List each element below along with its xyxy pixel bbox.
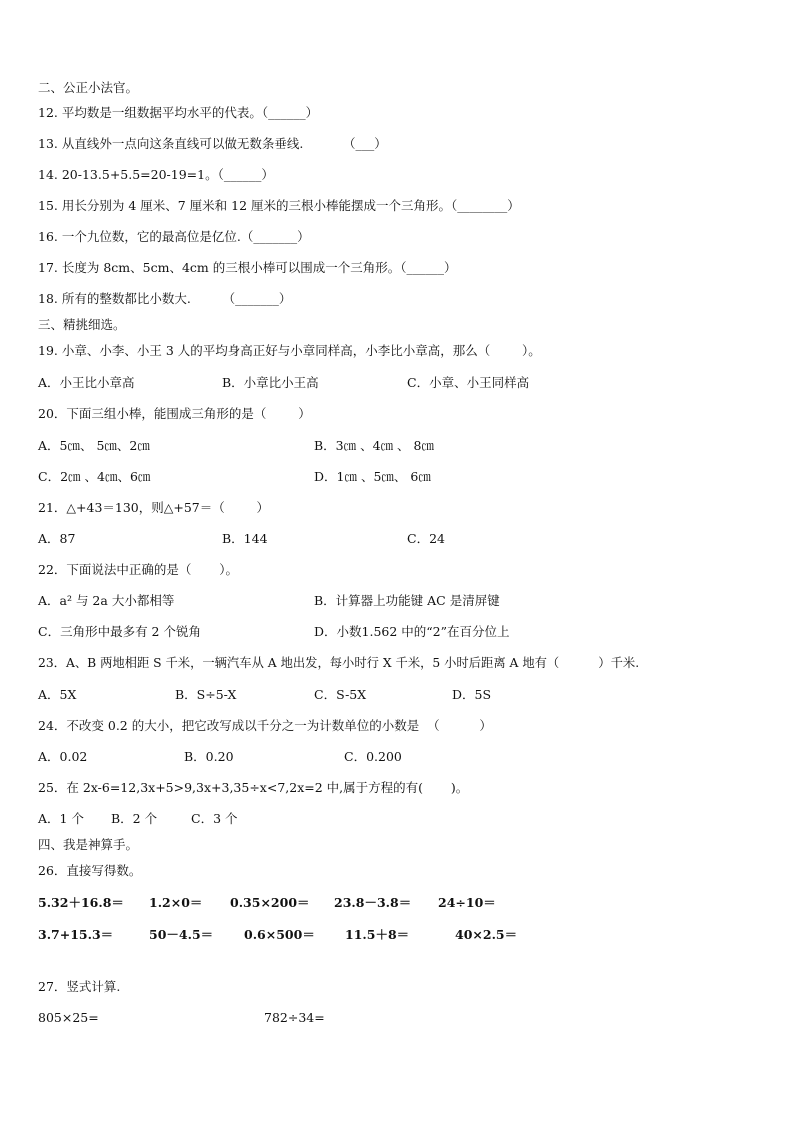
judge-question-13: 13. 从直线外一点向这条直线可以做无数条垂线. （___） [38, 136, 387, 151]
judge-question-12: 12. 平均数是一组数据平均水平的代表。（______） [38, 105, 319, 120]
calc-item: 5.32＋16.8＝ [38, 895, 124, 910]
option-a: A．a² 与 2a 大小都相等 [38, 593, 175, 608]
option-a: A．5㎝、 5㎝、2㎝ [38, 438, 150, 453]
option-a: A．0.02 [38, 749, 88, 764]
option-a: A．小王比小章高 [38, 375, 135, 390]
question-27-stem: 27．竖式计算. [38, 979, 121, 994]
option-b: B．小章比小王高 [222, 375, 319, 390]
option-b: B．2 个 [111, 811, 158, 826]
option-c: C．24 [407, 531, 445, 546]
option-a: A．5X [38, 687, 77, 702]
option-c: C．S-5X [314, 687, 367, 702]
vertical-calc-item: 805×25= [38, 1010, 99, 1025]
question-22-stem: 22．下面说法中正确的是（ ）。 [38, 562, 238, 577]
calc-item: 40×2.5＝ [455, 927, 518, 942]
option-d: D．5S [452, 687, 492, 702]
calc-item: 24÷10＝ [438, 895, 496, 910]
question-23-stem: 23．A、B 两地相距 S 千米，一辆汽车从 A 地出发，每小时行 X 千米，5 小时后距离 A 地有（ ）千米. [38, 656, 640, 670]
option-d: D．小数1.562 中的“2”在百分位上 [314, 624, 510, 639]
option-b: B．计算器上功能键 AC 是清屏键 [314, 593, 500, 608]
option-c: C．0.200 [344, 749, 402, 764]
calc-item: 1.2×0＝ [149, 895, 203, 910]
calc-item: 50－4.5＝ [149, 927, 214, 942]
option-c: C．3 个 [191, 811, 238, 826]
section-heading: 二、公正小法官。 [38, 80, 139, 95]
question-25-stem: 25．在 2x-6=12,3x+5>9,3x+3,35÷x<7,2x=2 中,属于方程的有( )。 [38, 780, 469, 795]
vertical-calc-item: 782÷34= [264, 1010, 325, 1025]
question-20-stem: 20．下面三组小棒，能围成三角形的是（ ） [38, 406, 311, 421]
calc-item: 0.6×500＝ [244, 927, 315, 942]
calc-item: 23.8－3.8＝ [334, 895, 412, 910]
calc-item: 11.5＋8＝ [345, 927, 410, 942]
section-heading: 四、我是神算手。 [38, 837, 139, 852]
question-19-stem: 19. 小章、小李、小王 3 人的平均身高正好与小章同样高，小李比小章高，那么（ ）。 [38, 343, 541, 358]
question-26-stem: 26．直接写得数。 [38, 863, 142, 878]
option-c: C．2㎝ 、4㎝、6㎝ [38, 469, 151, 484]
option-c: C．三角形中最多有 2 个锐角 [38, 624, 201, 639]
judge-question-18: 18. 所有的整数都比小数大. （_______） [38, 291, 292, 306]
judge-question-14: 14. 20-13.5+5.5=20-19=1。（______） [38, 167, 274, 182]
option-b: B．3㎝ 、4㎝ 、 8㎝ [314, 438, 434, 453]
judge-question-16: 16. 一个九位数，它的最高位是亿位.（_______） [38, 229, 310, 244]
option-c: C．小章、小王同样高 [407, 375, 530, 390]
option-b: B．S÷5-X [175, 687, 237, 702]
option-b: B．0.20 [184, 749, 234, 764]
calc-item: 3.7+15.3＝ [38, 927, 114, 942]
option-b: B．144 [222, 531, 268, 546]
calc-item: 0.35×200＝ [230, 895, 310, 910]
section-heading: 三、精挑细选。 [38, 317, 126, 332]
question-21-stem: 21．△+43＝130，则△+57＝（ ） [38, 500, 270, 515]
option-a: A．1 个 [38, 811, 84, 826]
judge-question-17: 17. 长度为 8cm、5cm、4cm 的三根小棒可以围成一个三角形。（______） [38, 260, 457, 275]
option-d: D．1㎝ 、5㎝、 6㎝ [314, 469, 431, 484]
option-a: A．87 [38, 531, 76, 546]
judge-question-15: 15. 用长分别为 4 厘米、7 厘米和 12 厘米的三根小棒能摆成一个三角形。（________） [38, 198, 520, 213]
question-24-stem: 24．不改变 0.2 的大小，把它改写成以千分之一为计数单位的小数是 （ ） [38, 718, 492, 733]
